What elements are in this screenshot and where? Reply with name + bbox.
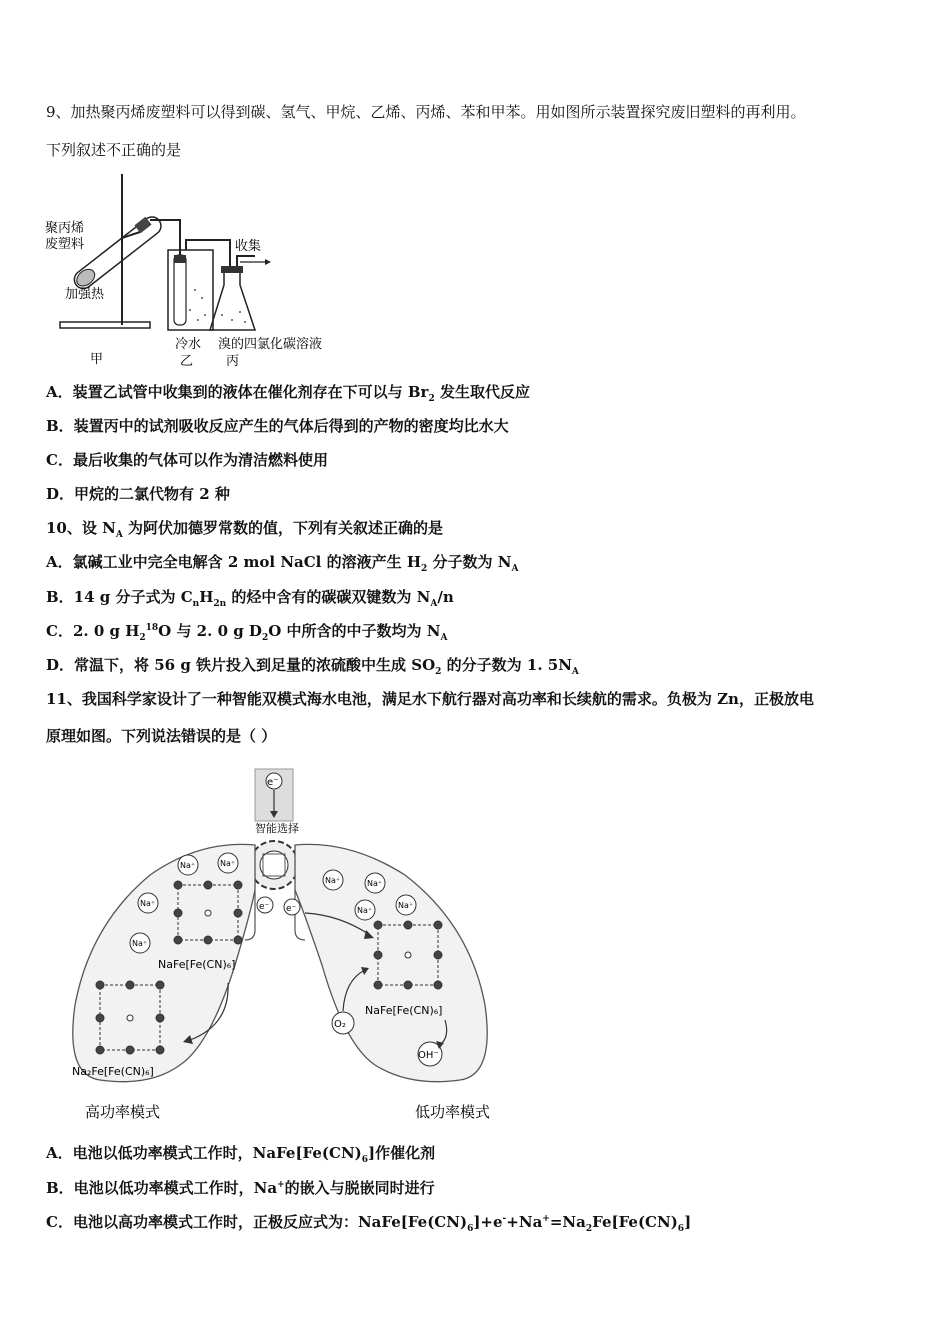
- q9-option-d: D．甲烷的二氯代物有 2 种: [46, 485, 230, 503]
- label-plastic: 聚丙烯: [45, 221, 85, 236]
- na-ion: Na⁺: [367, 879, 383, 888]
- label-cold-water: 冷水: [175, 337, 202, 352]
- electron-left: e⁻: [259, 902, 270, 912]
- q9-apparatus-figure: [40, 170, 340, 370]
- compound-left: NaFe[Fe(CN)₆]: [158, 958, 236, 971]
- q9-stem-line1: 9、加热聚丙烯废塑料可以得到碳、氢气、甲烷、乙烯、丙烯、苯和甲苯。用如图所示装置探究废旧塑料的再利用。: [46, 103, 806, 121]
- q9-option-a: A．装置乙试管中收集到的液体在催化剂存在下可以与 $Br_2$ 发生取代反应: [46, 383, 530, 404]
- na-ion: Na⁺: [398, 901, 414, 910]
- label-yi: 乙: [180, 354, 194, 369]
- q9-option-c: C．最后收集的气体可以作为清洁燃料使用: [46, 451, 328, 469]
- q11-option-c: C．电池以高功率模式工作时，正极反应式为：$NaFe[Fe(CN)_6]+e^-+Na^+=Na_2Fe[Fe(CN)_6]$: [46, 1213, 692, 1234]
- compound-right: NaFe[Fe(CN)₆]: [365, 1004, 443, 1017]
- label-bromine: 溴的四氯化碳溶液: [218, 337, 323, 352]
- na-ion: Na⁺: [357, 906, 373, 915]
- oh-label: OH⁻: [418, 1050, 439, 1061]
- q11-stem-line2: 原理如图。下列说法错误的是（ ）: [46, 727, 277, 745]
- label-bing: 丙: [226, 354, 240, 369]
- label-jia: 甲: [90, 352, 104, 367]
- q9-stem-line2: 下列叙述不正确的是: [46, 141, 182, 159]
- q9-option-b: B．装置丙中的试剂吸收反应产生的气体后得到的产物的密度均比水大: [46, 417, 509, 435]
- smart-select-label: 智能选择: [255, 822, 299, 835]
- q10-option-d: D．常温下，将 56 g 铁片投入到足量的浓硫酸中生成 $SO_2$ 的分子数为 1. $5N_A$: [46, 656, 579, 677]
- na-ion: Na⁺: [140, 899, 156, 908]
- na-ion: Na⁺: [132, 939, 148, 948]
- label-heat: 加强热: [65, 287, 105, 302]
- electron-top: e⁻: [267, 777, 279, 788]
- q10-option-b: B．14 g 分子式为 $C_nH_{2n}$ 的烃中含有的碳碳双键数为 $N_A/n$: [46, 588, 454, 609]
- q11-option-b: B．电池以低功率模式工作时，Na+的嵌入与脱嵌同时进行: [46, 1179, 435, 1197]
- mode-high: 高功率模式: [85, 1103, 161, 1121]
- q10-stem: 10、设 $N_A$ 为阿伏加德罗常数的值，下列有关叙述正确的是: [46, 519, 444, 540]
- q10-option-a: A．氯碱工业中完全电解含 2 mol NaCl 的溶液产生 $H_2$ 分子数为 $N_A$: [46, 553, 519, 574]
- q11-option-a: A．电池以低功率模式工作时，$NaFe[Fe(CN)_6]$作催化剂: [46, 1144, 436, 1165]
- q11-battery-figure: [60, 765, 520, 1130]
- na-ion: Na⁺: [220, 859, 236, 868]
- na-ion: Na⁺: [180, 861, 196, 870]
- mode-low: 低功率模式: [415, 1103, 491, 1121]
- o2-label: O₂: [334, 1019, 346, 1030]
- electron-right: e⁻: [286, 904, 297, 914]
- q10-option-c: C．2. 0 g $H_2^{18}O$ 与 2. 0 g $D_2O$ 中所含的中子数均为 $N_A$: [46, 622, 448, 643]
- label-collect: 收集: [235, 239, 262, 254]
- compound-left-bottom: Na₂Fe[Fe(CN)₆]: [72, 1065, 154, 1078]
- na-ion: Na⁺: [325, 876, 341, 885]
- label-plastic2: 废塑料: [45, 237, 85, 252]
- q11-stem-line1: 11、我国科学家设计了一种智能双模式海水电池，满足水下航行器对高功率和长续航的需求。负极为 Zn，正极放电: [46, 690, 814, 708]
